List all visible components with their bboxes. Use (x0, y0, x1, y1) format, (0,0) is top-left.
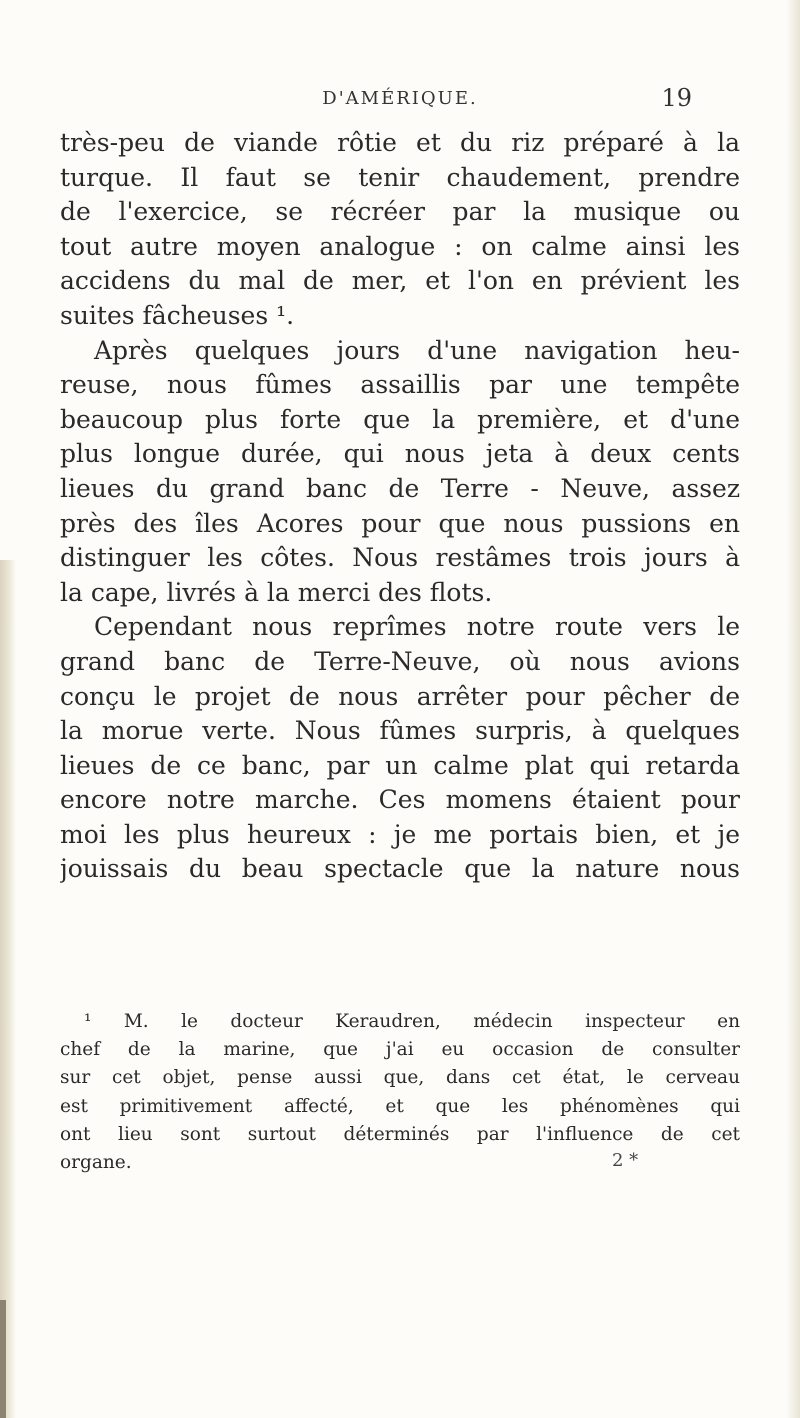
text-line: turque. Il faut se tenir chaudement, prendre (60, 162, 740, 192)
text-line: encore notre marche. Ces momens étaient pour (60, 785, 740, 815)
text-line: de l'exercice, se récréer par la musique ou (60, 197, 740, 227)
page-number: 19 (661, 84, 692, 112)
footnote-line: ont lieu sont surtout déterminés par l'influence de cet (60, 1123, 740, 1145)
footnote-line: est primitivement affecté, et que les phénomènes qui (60, 1095, 740, 1117)
text-line: la morue verte. Nous fûmes surpris, à quelques (60, 716, 740, 746)
text-line: tout autre moyen analogue : on calme ainsi les (60, 231, 740, 261)
page-header (100, 84, 700, 120)
footnote-line: chef de la marine, que j'ai eu occasion de consulter (60, 1039, 740, 1061)
text-line: près des îles Acores pour que nous pussions en (60, 508, 740, 538)
footnote-line: ¹ M. le docteur Keraudren, médecin inspecteur en (84, 1011, 740, 1032)
text-line: conçu le projet de nous arrêter pour pêcher de (60, 681, 740, 711)
text-line: beaucoup plus forte que la première, et d'une (60, 404, 740, 434)
running-head: D'AMÉRIQUE. (322, 88, 478, 109)
text-line: accidens du mal de mer, et l'on en prévient les (60, 266, 740, 296)
text-line: grand banc de Terre-Neuve, où nous avions (60, 646, 740, 676)
page-edge-shadow (0, 1300, 6, 1418)
text-line: moi les plus heureux : je me portais bien, et je (60, 819, 740, 849)
text-line: distinguer les côtes. Nous restâmes trois jours à (60, 543, 740, 573)
text-line: plus longue durée, qui nous jeta à deux cents (60, 439, 740, 469)
text-line: la cape, livrés à la merci des flots. (60, 577, 493, 607)
page-edge-stain (0, 560, 16, 1418)
text-line: Cependant nous reprîmes notre route vers le (94, 612, 740, 642)
text-line: lieues du grand banc de Terre - Neuve, assez (60, 473, 740, 503)
text-line: lieues de ce banc, par un calme plat qui retarda (60, 750, 740, 780)
body-text (60, 126, 740, 887)
footnote-line: sur cet objet, pense aussi que, dans cet état, le cerveau (60, 1067, 740, 1089)
printer-signature-mark: 2 * (612, 1150, 639, 1171)
text-line: reuse, nous fûmes assaillis par une tempête (60, 370, 740, 400)
page-right-edge (786, 0, 800, 1418)
footnote-line: organe. (60, 1151, 132, 1173)
text-line: Après quelques jours d'une navigation heu- (94, 335, 740, 365)
text-line: jouissais du beau spectacle que la nature nous (60, 854, 740, 884)
text-line: très-peu de viande rôtie et du riz préparé à la (60, 128, 740, 157)
text-line: suites fâcheuses ¹. (60, 300, 295, 330)
